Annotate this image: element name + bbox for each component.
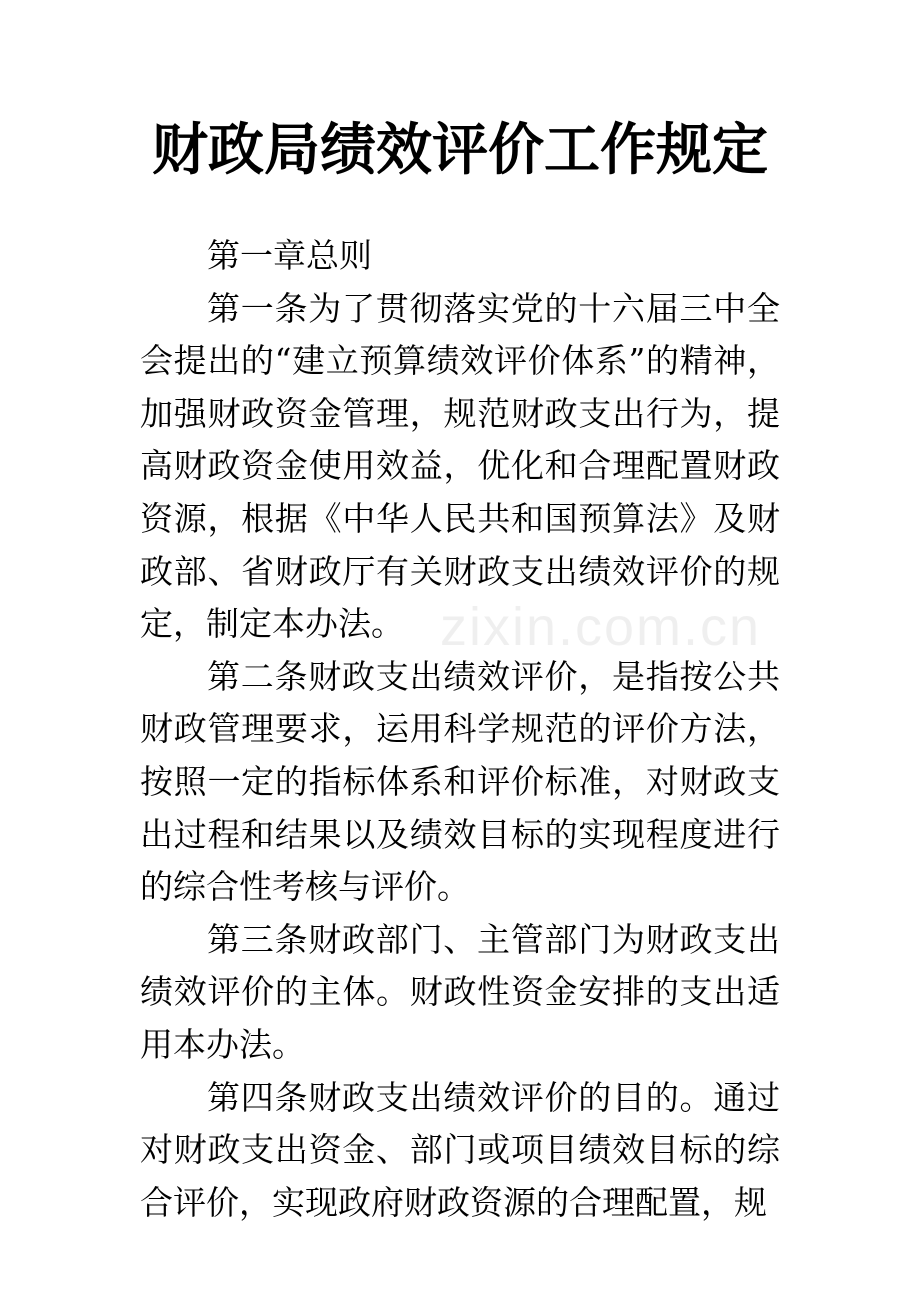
chapter-heading: 第一章总则 bbox=[207, 236, 372, 275]
document-title: 财政局绩效评价工作规定 bbox=[152, 117, 768, 183]
article-1-paragraph: 第一条为了贯彻落实党的十六届三中全会提出的“建立预算绩效评价体系”的精神，加强财政资金管理，规范财政支出行为，提高财政资金使用效益，优化和合理配置财政资源，根据《中华人民共和国预算法》及财政部、省财政厅有关财政支出绩效评价的规定，制定本办法。 bbox=[140, 288, 780, 644]
document-body bbox=[140, 230, 780, 1229]
watermark: zixin.com.cn bbox=[440, 597, 762, 657]
article-3-paragraph: 第三条财政部门、主管部门为财政支出绩效评价的主体。财政性资金安排的支出适用本办法。 bbox=[140, 919, 780, 1064]
article-2-paragraph: 第二条财政支出绩效评价，是指按公共财政管理要求，运用科学规范的评价方法，按照一定的指标体系和评价标准，对财政支出过程和结果以及绩效目标的实现程度进行的综合性考核与评价。 bbox=[140, 656, 780, 907]
article-4-paragraph: 第四条财政支出绩效评价的目的。通过对财政支出资金、部门或项目绩效目标的综合评价，实现政府财政资源的合理配置，规 bbox=[140, 1077, 780, 1222]
